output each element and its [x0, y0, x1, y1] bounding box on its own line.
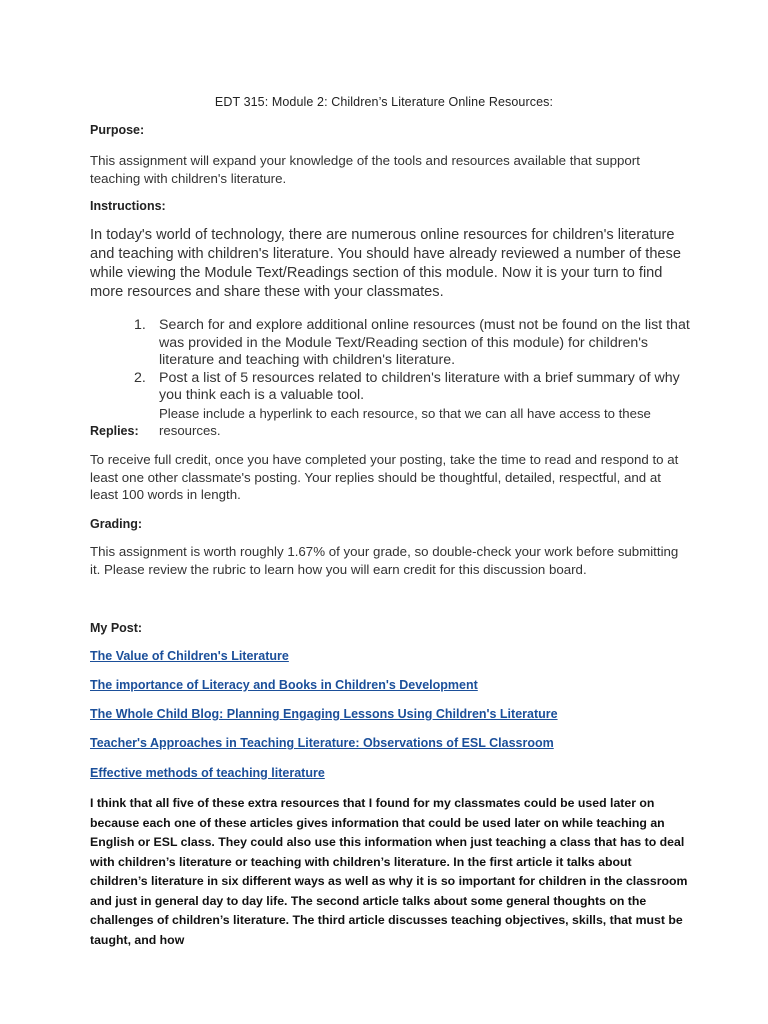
step-text: Post a list of 5 resources related to children's literature with a brief summary of why you think each is a valuable tool. [159, 369, 680, 403]
my-post-heading: My Post: [90, 621, 143, 635]
instruction-steps [134, 317, 694, 439]
purpose-heading: Purpose: [90, 123, 145, 137]
step-text: Search for and explore additional online resources (must not be found on the list that was provided in the Module Text/Reading section of this module) for children's literature and teaching with children's literature. [159, 317, 690, 368]
document-title: EDT 315: Module 2: Children’s Literature Online Resources: [214, 95, 554, 109]
step-number: 1. [134, 317, 146, 333]
resource-link-effective-methods[interactable]: Effective methods of teaching literature [90, 766, 325, 780]
resource-link-teachers-approaches[interactable]: Teacher's Approaches in Teaching Literature: Observations of ESL Classroom [90, 736, 554, 750]
step-item [134, 317, 694, 370]
replies-heading: Replies: [90, 424, 139, 438]
resource-link-whole-child-blog[interactable]: The Whole Child Blog: Planning Engaging Lessons Using Children's Literature [90, 707, 558, 721]
grading-text: This assignment is worth roughly 1.67% of your grade, so double-check your work before submitting it. Please review the rubric to learn how you will earn credit for this discussion board. [90, 544, 679, 577]
instructions-text: In today's world of technology, there are numerous online resources for children's literature and teaching with children's literature. You should have already reviewed a number of these while viewing the Module Text/Readings section of this module. Now it is your turn to find more resources and share these with your classmates. [90, 227, 681, 300]
step-item [134, 370, 694, 439]
step-number: 2. [134, 369, 146, 386]
step-text-note: Please include a hyperlink to each resource, so that we can all have access to these resources. [159, 405, 651, 438]
post-body-text: I think that all five of these extra resources that I found for my classmates could be used later on because each one of these articles gives information that could be used later on while teaching an English or ESL class. They could also use this information when just teaching a class that has to deal with children’s literature or teaching with children’s literature. In the first article it talks about children’s literature in six different ways as well as why it is so important for children in the classroom and just in general day to day life. The second article talks about some general thoughts on the challenges of children’s literature. The third article discusses teaching objectives, skills, that must be taught, and how [90, 796, 688, 947]
grading-heading: Grading: [90, 517, 143, 531]
resource-link-importance-of-literacy[interactable]: The importance of Literacy and Books in Children's Development [90, 678, 478, 692]
resource-link-value-of-childrens-literature[interactable]: The Value of Children's Literature [90, 649, 289, 663]
instructions-heading: Instructions: [90, 199, 166, 213]
purpose-text: This assignment will expand your knowledge of the tools and resources available that support teaching with children's literature. [90, 153, 640, 186]
replies-text: To receive full credit, once you have completed your posting, take the time to read and respond to at least one other classmate's posting. Your replies should be thoughtful, detailed, respectful, and at least 100 words in length. [90, 452, 679, 502]
